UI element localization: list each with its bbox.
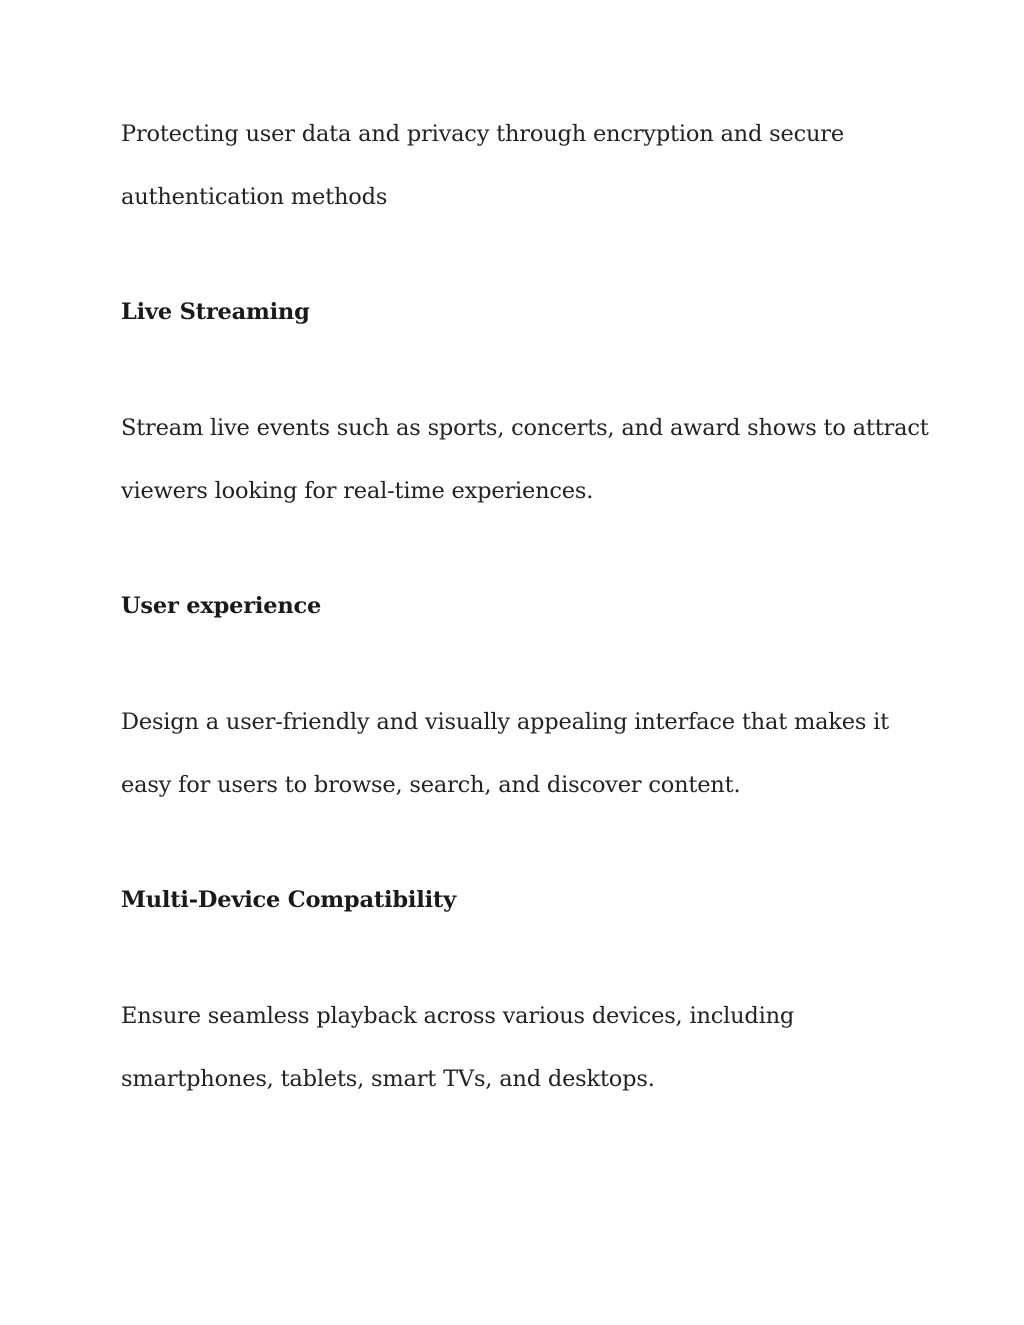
- section-heading-user-experience: User experience: [121, 593, 322, 619]
- live-streaming-text-line-1: Stream live events such as sports, concerts, and award shows to attract: [121, 415, 929, 441]
- intro-text-line-1: Protecting user data and privacy through encryption and secure: [121, 121, 844, 147]
- multi-device-text-line-2: smartphones, tablets, smart TVs, and desktops.: [121, 1066, 655, 1092]
- section-heading-multi-device-compatibility: Multi-Device Compatibility: [121, 887, 457, 913]
- section-heading-live-streaming: Live Streaming: [121, 299, 310, 325]
- user-experience-text-line-2: easy for users to browse, search, and discover content.: [121, 772, 741, 798]
- live-streaming-text-line-2: viewers looking for real-time experiences.: [121, 478, 594, 504]
- intro-text-line-2: authentication methods: [121, 184, 388, 210]
- multi-device-text-line-1: Ensure seamless playback across various devices, including: [121, 1003, 795, 1029]
- user-experience-text-line-1: Design a user-friendly and visually appealing interface that makes it: [121, 709, 890, 735]
